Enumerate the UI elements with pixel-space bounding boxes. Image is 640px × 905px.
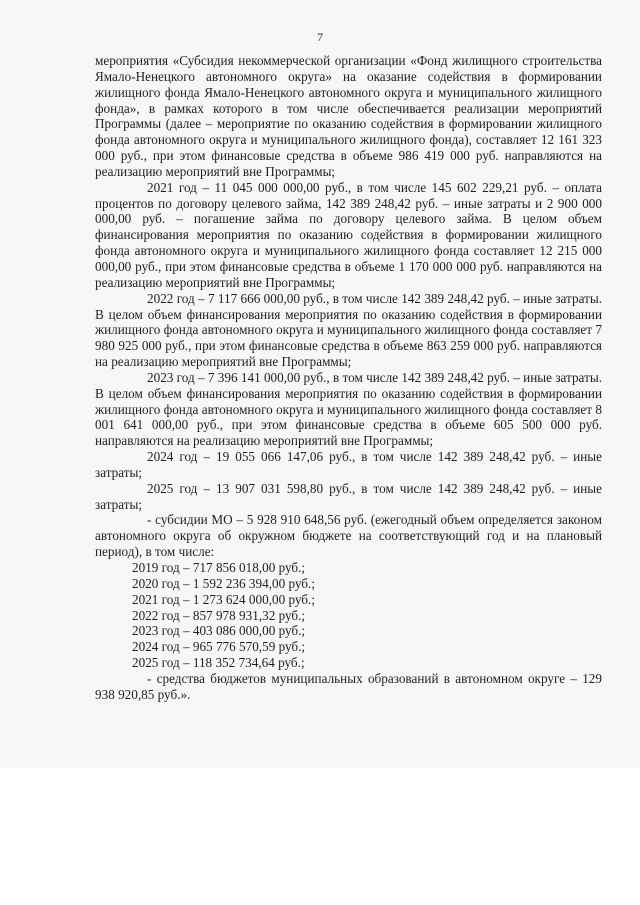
subsidy-year-list: [95, 560, 602, 671]
document-body: [95, 53, 602, 703]
list-item: 2022 год – 857 978 931,32 руб.;: [132, 607, 306, 623]
paragraph-2025: 2025 год – 13 907 031 598,80 руб., в том числе 142 389 248,42 руб. – иные затраты;: [95, 480, 602, 512]
paragraph-2021: 2021 год – 11 045 000 000,00 руб., в том числе 145 602 229,21 руб. – оплата процентов по договору целевого займа, 142 389 248,42 руб. – иные затраты и 2 900 000 000,00 руб. – погашение займа по договору целевого займа. В целом объем финансирования мероприятия по оказанию содействия в формировании жилищного фонда автономного округа и муниципального жилищного фонда составляет 12 215 000 000,00 руб., при этом финансовые средства в объеме 1 170 000 000 руб. направляются на реализацию мероприятий вне Программы;: [95, 179, 602, 290]
list-item: 2023 год – 403 086 000,00 руб.;: [132, 623, 306, 639]
paragraph-2023: 2023 год – 7 396 141 000,00 руб., в том числе 142 389 248,42 руб. – иные затраты. В целом объем финансирования мероприятия по оказанию содействия в формировании жилищного фонда автономного округа и муниципального жилищного фонда составляет 8 001 641 000,00 руб., при этом финансовые средства в объеме 605 500 000 руб. направляются на реализацию мероприятий вне Программы;: [95, 369, 602, 449]
paragraph-subsidies-mo: - субсидии МО – 5 928 910 648,56 руб. (ежегодный объем определяется законом автономного округа об окружном бюджете на соответствующий год и на плановый период), в том числе:: [95, 512, 602, 560]
list-item: 2025 год – 118 352 734,64 руб.;: [132, 655, 305, 671]
paragraph-2022: 2022 год – 7 117 666 000,00 руб., в том числе 142 389 248,42 руб. – иные затраты. В целом объем финансирования мероприятия по оказанию содействия в формировании жилищного фонда автономного округа и муниципального жилищного фонда составляет 7 980 925 000 руб., при этом финансовые средства в объеме 863 259 000 руб. направляются на реализацию мероприятий вне Программы;: [95, 290, 602, 370]
list-item: 2021 год – 1 273 624 000,00 руб.;: [132, 591, 315, 607]
paragraph-municipal-budgets: - средства бюджетов муниципальных образований в автономном округе – 129 938 920,85 руб.».: [95, 670, 602, 702]
paragraph-intro: мероприятия «Субсидия некоммерческой организации «Фонд жилищного строительства Ямало-Ненецкого автономного округа» на оказание содействия в формировании жилищного фонда Ямало-Ненецкого автономного округа и муниципального жилищного фонда», в рамках которого в том числе обеспечивается реализации мероприятий Программы (далее – мероприятие по оказанию содействия в формировании жилищного фонда автономного округа и муниципального жилищного фонда), составляет 12 161 323 000 руб., при этом финансовые средства в объеме 986 419 000 руб. направляются на реализацию мероприятий вне Программы;: [95, 53, 602, 179]
list-item: 2019 год – 717 856 018,00 руб.;: [132, 560, 306, 575]
list-item: 2024 год – 965 776 570,59 руб.;: [132, 639, 306, 655]
page-number: 7: [317, 30, 323, 44]
paragraph-2024: 2024 год – 19 055 066 147,06 руб., в том числе 142 389 248,42 руб. – иные затраты;: [95, 449, 602, 480]
list-item: 2020 год – 1 592 236 394,00 руб.;: [132, 575, 315, 591]
